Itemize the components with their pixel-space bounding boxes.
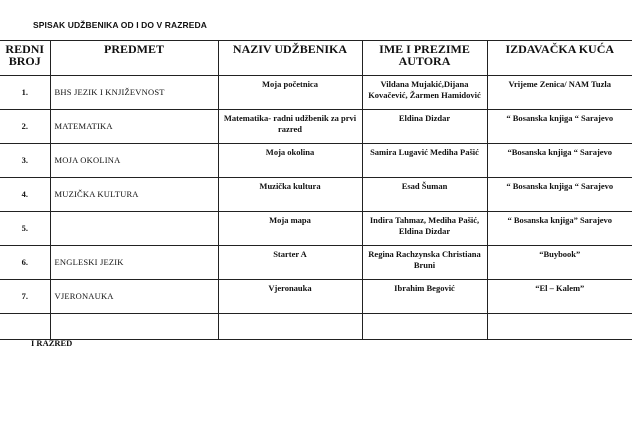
textbook-table bbox=[0, 40, 632, 340]
row-author: Indira Tahmaz, Mediha Pašić, Eldina Dizdar bbox=[362, 212, 487, 246]
row-publisher: “ Bosanska knjiga” Sarajevo bbox=[487, 212, 632, 246]
row-publisher: “ Bosanska knjiga “ Sarajevo bbox=[487, 110, 632, 144]
header-subject: PREDMET bbox=[50, 41, 218, 76]
header-author: IME I PREZIME AUTORA bbox=[362, 41, 487, 76]
table-row bbox=[0, 246, 632, 280]
row-subject: MUZIČKA KULTURA bbox=[50, 178, 218, 212]
row-publisher: “El – Kalem” bbox=[487, 280, 632, 314]
row-book: Moja početnica bbox=[218, 76, 362, 110]
table-row bbox=[0, 144, 632, 178]
row-author: Regina Rachzynska Christiana Bruni bbox=[362, 246, 487, 280]
table-row bbox=[0, 212, 632, 246]
row-book: Matematika- radni udžbenik za prvi razred bbox=[218, 110, 362, 144]
row-author: Eldina Dizdar bbox=[362, 110, 487, 144]
row-author: Samira Lugavić Mediha Pašić bbox=[362, 144, 487, 178]
table-row bbox=[0, 280, 632, 314]
header-book: NAZIV UDŽBENIKA bbox=[218, 41, 362, 76]
row-subject: MOJA OKOLINA bbox=[50, 144, 218, 178]
row-book: Vjeronauka bbox=[218, 280, 362, 314]
row-num: 4. bbox=[0, 178, 50, 212]
row-num: 1. bbox=[0, 76, 50, 110]
row-author: Vildana Mujakić,Dijana Kovačević, Žarmen Hamidović bbox=[362, 76, 487, 110]
row-num: 6. bbox=[0, 246, 50, 280]
row-book: Moja okolina bbox=[218, 144, 362, 178]
row-num: 2. bbox=[0, 110, 50, 144]
row-subject: ENGLESKI JEZIK bbox=[50, 246, 218, 280]
row-num: 3. bbox=[0, 144, 50, 178]
table-row bbox=[0, 314, 632, 340]
row-publisher: “ Bosanska knjiga “ Sarajevo bbox=[487, 178, 632, 212]
row-publisher: “Bosanska knjiga “ Sarajevo bbox=[487, 144, 632, 178]
row-author: Ibrahim Begović bbox=[362, 280, 487, 314]
table-row bbox=[0, 178, 632, 212]
row-author: Esad Šuman bbox=[362, 178, 487, 212]
row-book: Moja mapa bbox=[218, 212, 362, 246]
row-publisher: Vrijeme Zenica/ NAM Tuzla bbox=[487, 76, 632, 110]
row-author bbox=[362, 314, 487, 340]
row-subject: MATEMATIKA bbox=[50, 110, 218, 144]
row-publisher: “Buybook” bbox=[487, 246, 632, 280]
table-row bbox=[0, 110, 632, 144]
row-num bbox=[0, 314, 50, 340]
table-header-row bbox=[0, 41, 632, 76]
row-num: 5. bbox=[0, 212, 50, 246]
header-num: REDNI BROJ bbox=[0, 41, 50, 76]
row-book: Starter A bbox=[218, 246, 362, 280]
row-publisher bbox=[487, 314, 632, 340]
header-publisher: IZDAVAČKA KUĆA bbox=[487, 41, 632, 76]
document-title: SPISAK UDŽBENIKA OD I DO V RAZREDA bbox=[33, 20, 208, 30]
grade-label: I RAZRED bbox=[31, 338, 73, 348]
row-book bbox=[218, 314, 362, 340]
row-book: Muzička kultura bbox=[218, 178, 362, 212]
table-row bbox=[0, 76, 632, 110]
row-num: 7. bbox=[0, 280, 50, 314]
row-subject bbox=[50, 314, 218, 340]
row-subject bbox=[50, 212, 218, 246]
row-subject: VJERONAUKA bbox=[50, 280, 218, 314]
row-subject: BHS JEZIK I KNJIŽEVNOST bbox=[50, 76, 218, 110]
